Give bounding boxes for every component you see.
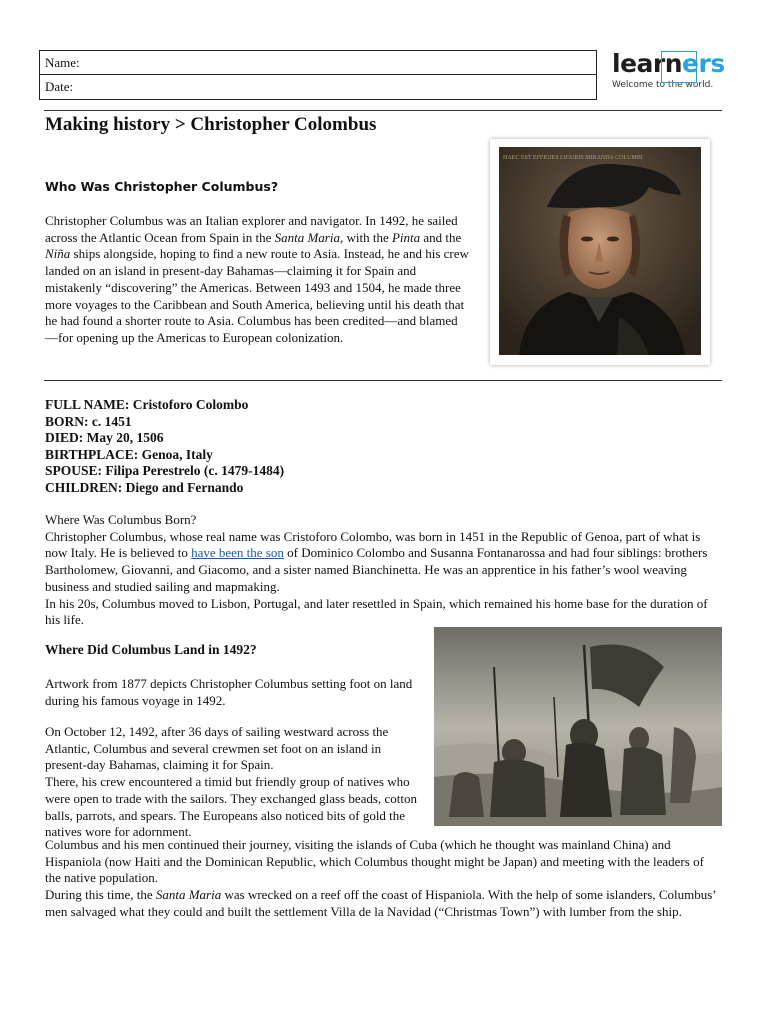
divider-middle [44,380,722,381]
fact-birthplace: BIRTHPLACE: Genoa, Italy [45,446,213,462]
ship-nina: Niña [45,246,71,262]
fact-full-name: FULL NAME: Cristoforo Colombo [45,397,249,412]
fact-list [45,397,284,496]
landing-paragraph-4: During this time, the Santa Maria was wrecked on a reef off the coast of Hispaniola. With the help of some islanders, Columbus’ men salvaged what they could and built the settlement Villa de la Navidad (“Christmas Town”) with lumber from the ship. [45,887,716,919]
son-link[interactable]: have been the son [191,545,284,561]
ship-santa-maria: Santa Maria [274,229,340,245]
date-field[interactable] [40,74,596,98]
landing-paragraph-1: On October 12, 1492, after 36 days of sailing westward across the Atlantic, Columbus and several crewmen set foot on an island in present-day Bahamas, claiming it for Spain. [45,724,389,773]
divider-top [44,110,722,111]
page-title: Making history > Christopher Colombus [45,114,377,135]
fact-died: DIED: May 20, 1506 [45,430,164,445]
born-paragraph: Christopher Columbus, whose real name was Cristoforo Colombo, was born in 1451 in the Republic of Genoa, part of what is now Italy. He is believed to have been the son of Dominico Colombo and Susanna Fontanarossa and had four siblings: brothers Bartholomew, Giovanni, and Giacomo, and a sister named Bianchinetta. He was an apprentice in his father’s wool weaving business and studied sailing and mapmaking. [45,528,708,594]
landing-caption: Artwork from 1877 depicts Christopher Columbus setting foot on land during his famous voyage in 1492. [45,676,413,708]
fact-spouse: SPOUSE: Filipa Perestrelo (c. 1479-1484) [45,463,285,478]
date-label: Date: [45,79,74,94]
portrait-image [499,147,701,355]
section-heading-landing: Where Did Columbus Land in 1492? [45,642,257,657]
svg-text:HAEC EST EFFIGIES LIGURIS MIRA: HAEC EST EFFIGIES LIGURIS MIRANDA COLUMBI [503,155,643,161]
landing-paragraph-3: Columbus and his men continued their journey, visiting the islands of Cuba (which he thought was mainland China) and Hispaniola (now Haiti and the Dominican Republic, which Columbus thought might be Japan) and meeting with the leaders of the native population. [45,837,704,886]
fact-born: BORN: c. 1451 [45,413,132,429]
ship-pinta: Pinta [391,229,421,245]
logo-main-text: learn [612,49,683,78]
columbus-portrait [490,139,710,365]
logo-box-outline [661,51,697,83]
name-date-box [39,50,597,100]
lisbon-paragraph: In his 20s, Columbus moved to Lisbon, Portugal, and later resettled in Spain, which remained his home base for the duration of his life. [45,595,708,628]
born-section [45,512,717,629]
section-heading-who: Who Was Christopher Columbus? [45,179,279,194]
landing-paragraph-2: There, his crew encountered a timid but friendly group of natives who were open to trade with the sailors. They exchanged glass beads, cotton balls, parrots, and spears. The Europeans also noticed bits of gold the natives wore for adornment. [45,774,417,840]
learners-logo [612,50,732,100]
name-field[interactable] [40,51,596,74]
fact-children: CHILDREN: Diego and Fernando [45,479,244,495]
logo-accent-text: ers [682,49,725,78]
engraving-image [434,627,722,826]
landing-text-left [45,724,423,841]
section-heading-born: Where Was Columbus Born? [45,512,197,527]
name-label: Name: [45,55,80,70]
intro-paragraph: Christopher Columbus was an Italian explorer and navigator. In 1492, he sailed across the Atlantic Ocean from Spain in the Santa Maria, with the Pinta and the Niña ships alongside, hoping to find a new route to Asia. Instead, he and his crew landed on an island in present-day Bahamas—claiming it for Spain and mistakenly “discovering” the Americas. Between 1493 and 1504, he made three more voyages to the Caribbean and South America, believing until his death that he had found a shorter route to Asia. Columbus has been credited—and blamed—for opening up the Americas to European colonization. [45,213,469,345]
logo-tagline: Welcome to the world. [612,80,714,90]
ship-santa-maria-2: Santa Maria [155,887,222,903]
landing-engraving [434,627,722,826]
landing-text-full [45,837,721,921]
